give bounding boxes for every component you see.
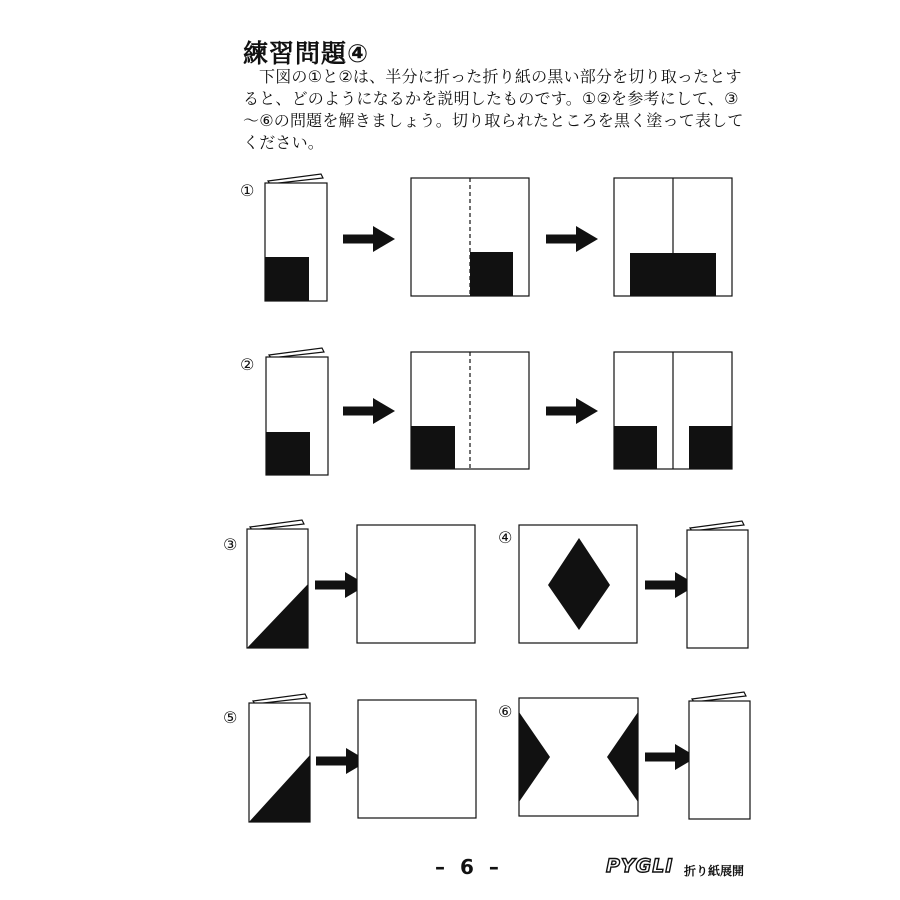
folded-paper-1: [265, 174, 327, 301]
brand-logo: PYGLI: [606, 855, 674, 877]
page-number: – 6 –: [435, 855, 499, 879]
folded-paper-3: [247, 520, 308, 648]
figure-label-5: ⑤: [223, 708, 238, 727]
right-arrow-icon: [546, 226, 598, 252]
answer-box-3[interactable]: [357, 525, 475, 643]
answer-box-5[interactable]: [358, 700, 476, 818]
footer-subtitle: 折り紙展開: [684, 864, 745, 878]
right-arrow-icon: [343, 398, 395, 424]
instructions-text: 下図の①と②は、半分に折った折り紙の黒い部分を切り取ったとすると、どのようになるかを説明したものです。①②を参考にして、③～⑥の問題を解きましょう。切り取られたところを黒く塗って表してください。: [243, 67, 744, 152]
opened-paper-6: [519, 698, 638, 816]
opened-paper-2: [411, 352, 529, 469]
figure-label-3: ③: [223, 535, 238, 554]
figure-label-2: ②: [240, 355, 255, 374]
answer-folded-paper-6[interactable]: [689, 692, 750, 819]
opened-paper-4: [519, 525, 637, 643]
folded-paper-5: [249, 694, 310, 822]
folded-paper-2: [266, 348, 328, 475]
figure-label-6: ⑥: [498, 702, 513, 721]
figure-label-1: ①: [240, 181, 255, 200]
right-arrow-icon: [343, 226, 395, 252]
answer-folded-paper-4[interactable]: [687, 521, 748, 648]
right-arrow-icon: [546, 398, 598, 424]
opened-paper-1: [411, 178, 529, 296]
page-title: 練習問題④: [243, 39, 370, 68]
result-paper-1: [614, 178, 732, 296]
result-paper-2: [614, 352, 732, 469]
figure-label-4: ④: [498, 528, 513, 547]
